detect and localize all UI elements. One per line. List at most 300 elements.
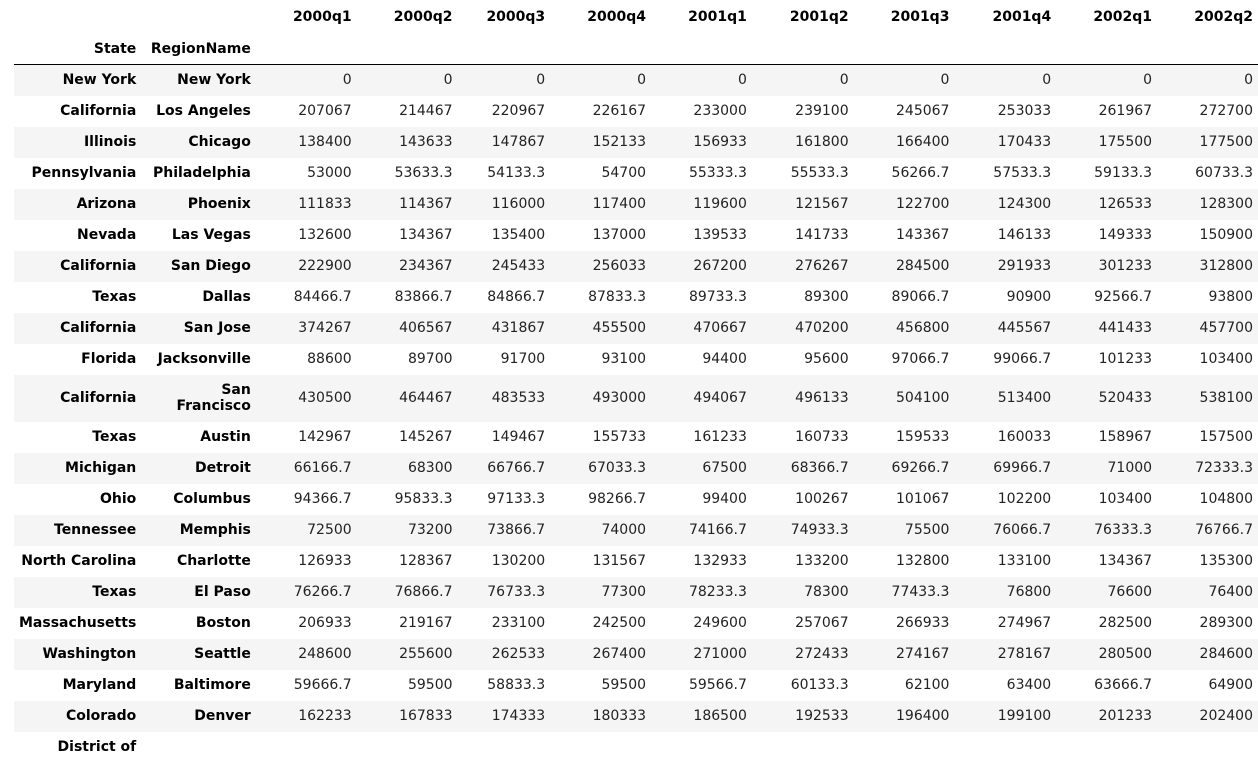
value-cell (752, 732, 854, 763)
value-cell: 161233 (693, 429, 747, 445)
table-row (14, 577, 1258, 608)
value-cell: 72333.3 (1195, 460, 1253, 476)
value-cell: 160733 (795, 429, 849, 445)
value-cell (954, 732, 1056, 763)
value-cell: 117400 (592, 196, 647, 212)
value-cell: 76866.7 (394, 584, 453, 600)
state-cell: New York (62, 72, 137, 89)
value-cell: 99066.7 (993, 351, 1052, 367)
value-cell: 267200 (693, 258, 747, 274)
value-cell: 160033 (997, 429, 1052, 445)
value-cell: 59500 (407, 677, 453, 693)
state-cell: Washington (42, 646, 137, 662)
column-header: 2000q4 (587, 9, 647, 25)
table-row (14, 639, 1258, 670)
value-cell: 207067 (298, 103, 352, 119)
value-cell: 457700 (1199, 320, 1253, 336)
value-cell: 69266.7 (891, 460, 950, 476)
value-cell: 464467 (399, 390, 453, 406)
value-cell: 54133.3 (487, 165, 546, 181)
dataframe-table (14, 0, 1258, 763)
value-cell: 301233 (1098, 258, 1153, 274)
value-cell: 59666.7 (293, 677, 352, 693)
blank-header-cell (141, 0, 256, 34)
value-cell: 192533 (795, 708, 849, 724)
value-cell: 131567 (592, 553, 647, 569)
value-cell: 233100 (491, 615, 546, 631)
index-header-state: State (93, 41, 137, 57)
value-cell (458, 732, 551, 763)
value-cell: 214467 (399, 103, 453, 119)
value-cell: 222900 (298, 258, 352, 274)
state-cell: Nevada (77, 227, 137, 243)
value-cell: 267400 (592, 646, 647, 662)
value-cell: 76266.7 (293, 584, 352, 600)
value-cell: 75500 (904, 522, 950, 538)
state-cell: North Carolina (21, 553, 137, 569)
value-cell: 276267 (795, 258, 849, 274)
value-cell: 374267 (298, 320, 352, 336)
value-cell: 255600 (399, 646, 453, 662)
value-cell: 0 (1042, 72, 1052, 89)
value-cell: 141733 (795, 227, 849, 243)
value-cell: 78300 (804, 584, 849, 600)
region-cell: Detroit (195, 460, 251, 476)
table-row (14, 158, 1258, 189)
value-cell: 128367 (399, 553, 453, 569)
table-row (14, 375, 1258, 422)
value-cell (256, 732, 357, 763)
value-cell: 76400 (1208, 584, 1253, 600)
value-cell: 119600 (693, 196, 747, 212)
value-cell: 63400 (1006, 677, 1052, 693)
state-cell: Arizona (76, 196, 137, 212)
value-cell: 76333.3 (1094, 522, 1153, 538)
value-cell: 91700 (500, 351, 546, 367)
region-cell: Denver (194, 708, 251, 724)
value-cell: 239100 (795, 103, 849, 119)
value-cell: 69966.7 (993, 460, 1052, 476)
value-cell: 135400 (491, 227, 546, 243)
value-cell (550, 732, 651, 763)
value-cell: 0 (342, 72, 352, 89)
value-cell: 55333.3 (688, 165, 747, 181)
value-cell: 138400 (298, 134, 352, 150)
value-cell: 87833.3 (588, 289, 647, 305)
value-cell: 111833 (298, 196, 352, 212)
column-header-row (14, 0, 1258, 34)
value-cell: 493000 (592, 390, 647, 406)
value-cell: 59133.3 (1094, 165, 1153, 181)
value-cell: 99400 (702, 491, 747, 507)
table-row (14, 189, 1258, 220)
value-cell: 84466.7 (293, 289, 352, 305)
value-cell: 53000 (307, 165, 352, 181)
table-row (14, 127, 1258, 158)
value-cell: 83866.7 (394, 289, 453, 305)
value-cell (854, 732, 955, 763)
blank-header-cell (256, 34, 1258, 65)
value-cell: 57533.3 (993, 165, 1052, 181)
region-cell: Chicago (188, 134, 251, 150)
value-cell: 130200 (491, 553, 546, 569)
value-cell: 104800 (1199, 491, 1253, 507)
value-cell: 95600 (804, 351, 849, 367)
region-cell: Columbus (173, 491, 251, 507)
region-cell: Memphis (179, 522, 251, 538)
value-cell: 206933 (298, 615, 352, 631)
region-cell: Austin (200, 429, 251, 445)
value-cell: 245067 (896, 103, 950, 119)
value-cell: 101233 (1098, 351, 1153, 367)
value-cell: 102200 (997, 491, 1052, 507)
value-cell: 233000 (693, 103, 747, 119)
value-cell: 53633.3 (394, 165, 453, 181)
value-cell: 445567 (997, 320, 1052, 336)
value-cell: 266933 (896, 615, 950, 631)
value-cell (651, 732, 752, 763)
region-cell: San Jose (183, 320, 251, 336)
value-cell: 431867 (491, 320, 546, 336)
column-header: 2001q3 (890, 9, 950, 25)
value-cell: 89066.7 (891, 289, 950, 305)
value-cell: 262533 (491, 646, 546, 662)
value-cell: 278167 (997, 646, 1052, 662)
value-cell: 101067 (896, 491, 950, 507)
value-cell: 0 (637, 72, 647, 89)
column-header: 2001q1 (688, 9, 747, 25)
state-cell: California (60, 390, 137, 406)
value-cell: 67033.3 (588, 460, 647, 476)
value-cell: 72500 (307, 522, 352, 538)
value-cell: 253033 (997, 103, 1052, 119)
value-cell: 406567 (399, 320, 453, 336)
value-cell: 159533 (896, 429, 950, 445)
value-cell: 430500 (298, 390, 352, 406)
value-cell: 58833.3 (487, 677, 546, 693)
value-cell: 95833.3 (394, 491, 453, 507)
value-cell: 54700 (601, 165, 647, 181)
value-cell: 146133 (997, 227, 1052, 243)
value-cell: 242500 (592, 615, 647, 631)
value-cell: 68300 (407, 460, 453, 476)
state-cell: Massachusetts (19, 615, 137, 631)
value-cell: 256033 (592, 258, 647, 274)
value-cell: 284500 (896, 258, 950, 274)
value-cell: 100267 (795, 491, 849, 507)
region-cell: Charlotte (176, 553, 251, 569)
value-cell: 312800 (1199, 258, 1253, 274)
value-cell: 56266.7 (891, 165, 950, 181)
state-cell: Tennessee (54, 522, 137, 538)
table-row (14, 546, 1258, 577)
region-cell: Las Vegas (171, 227, 251, 243)
value-cell: 158967 (1098, 429, 1153, 445)
value-cell: 98266.7 (588, 491, 647, 507)
state-cell: Texas (92, 289, 137, 305)
region-cell: Baltimore (173, 677, 251, 693)
state-cell: Florida (81, 351, 137, 367)
value-cell: 0 (1143, 72, 1153, 89)
value-cell: 114367 (399, 196, 453, 212)
index-header-region: RegionName (150, 41, 251, 57)
state-cell: Michigan (65, 460, 137, 476)
region-cell (141, 732, 256, 763)
table-row (14, 313, 1258, 344)
value-cell: 134367 (399, 227, 453, 243)
value-cell: 156933 (693, 134, 747, 150)
value-cell: 77433.3 (891, 584, 950, 600)
state-cell: Texas (92, 429, 137, 445)
value-cell: 132933 (693, 553, 747, 569)
value-cell: 170433 (997, 134, 1052, 150)
value-cell: 248600 (298, 646, 352, 662)
value-cell: 155733 (592, 429, 647, 445)
region-cell: Dallas (202, 289, 251, 305)
value-cell: 55533.3 (790, 165, 849, 181)
state-cell: California (60, 103, 137, 119)
value-cell: 152133 (592, 134, 647, 150)
value-cell: 186500 (693, 708, 747, 724)
value-cell: 126933 (298, 553, 352, 569)
value-cell: 89733.3 (688, 289, 747, 305)
value-cell: 180333 (592, 708, 647, 724)
value-cell (1056, 732, 1157, 763)
blank-header-cell (14, 0, 141, 34)
value-cell: 274967 (997, 615, 1052, 631)
value-cell: 274167 (896, 646, 950, 662)
value-cell: 62100 (904, 677, 950, 693)
column-header: 2001q4 (992, 9, 1052, 25)
table-row (14, 422, 1258, 453)
value-cell: 73866.7 (487, 522, 546, 538)
value-cell: 455500 (592, 320, 647, 336)
value-cell: 59500 (601, 677, 647, 693)
value-cell: 441433 (1098, 320, 1153, 336)
value-cell: 74166.7 (688, 522, 747, 538)
region-cell: Seattle (194, 646, 251, 662)
value-cell: 280500 (1098, 646, 1153, 662)
table-row (14, 282, 1258, 313)
region-cell: New York (177, 72, 251, 89)
value-cell: 137000 (592, 227, 647, 243)
table-row (14, 701, 1258, 732)
table-row (14, 65, 1258, 96)
value-cell: 90900 (1006, 289, 1052, 305)
value-cell: 133100 (997, 553, 1052, 569)
table-row (14, 608, 1258, 639)
value-cell: 470667 (693, 320, 747, 336)
value-cell: 150900 (1199, 227, 1253, 243)
value-cell: 257067 (795, 615, 849, 631)
column-header: 2002q1 (1093, 9, 1153, 25)
value-cell: 134367 (1098, 553, 1153, 569)
value-cell: 76800 (1006, 584, 1052, 600)
value-cell: 89300 (804, 289, 849, 305)
column-header: 2000q3 (486, 9, 546, 25)
value-cell: 76733.3 (487, 584, 546, 600)
value-cell (357, 732, 458, 763)
value-cell: 74933.3 (790, 522, 849, 538)
region-cell: Boston (195, 615, 251, 631)
value-cell: 142967 (298, 429, 352, 445)
value-cell: 199100 (997, 708, 1052, 724)
value-cell: 220967 (491, 103, 546, 119)
value-cell: 103400 (1098, 491, 1153, 507)
value-cell: 272700 (1199, 103, 1253, 119)
value-cell: 166400 (896, 134, 950, 150)
value-cell: 89700 (407, 351, 453, 367)
value-cell: 88600 (307, 351, 352, 367)
value-cell: 76766.7 (1195, 522, 1253, 538)
value-cell: 66766.7 (487, 460, 546, 476)
state-cell: Illinois (83, 134, 137, 150)
table-row (14, 344, 1258, 375)
value-cell: 132800 (896, 553, 950, 569)
value-cell: 0 (443, 72, 453, 89)
value-cell: 67500 (702, 460, 747, 476)
value-cell: 149333 (1098, 227, 1153, 243)
value-cell: 0 (839, 72, 849, 89)
state-cell: Ohio (99, 491, 137, 507)
state-cell: Colorado (65, 708, 137, 724)
state-cell: Pennsylvania (31, 165, 137, 181)
value-cell: 73200 (407, 522, 453, 538)
table-row (14, 453, 1258, 484)
region-cell: San Diego (170, 258, 251, 274)
value-cell: 226167 (592, 103, 647, 119)
value-cell: 126533 (1098, 196, 1153, 212)
value-cell: 139533 (693, 227, 747, 243)
value-cell: 157500 (1199, 429, 1253, 445)
value-cell: 219167 (399, 615, 453, 631)
value-cell: 122700 (896, 196, 950, 212)
value-cell: 149467 (491, 429, 546, 445)
value-cell: 271000 (693, 646, 747, 662)
value-cell: 64900 (1208, 677, 1253, 693)
value-cell: 202400 (1199, 708, 1253, 724)
region-cell: El Paso (194, 584, 251, 600)
table-row (14, 96, 1258, 127)
value-cell: 289300 (1199, 615, 1253, 631)
value-cell: 0 (536, 72, 546, 89)
value-cell: 66166.7 (293, 460, 352, 476)
value-cell: 78233.3 (688, 584, 747, 600)
table-row (14, 732, 1258, 763)
value-cell: 291933 (997, 258, 1052, 274)
column-header: 2002q2 (1194, 9, 1253, 25)
value-cell: 94400 (702, 351, 747, 367)
value-cell: 121567 (795, 196, 849, 212)
value-cell: 261967 (1098, 103, 1153, 119)
value-cell: 93100 (601, 351, 647, 367)
value-cell: 282500 (1098, 615, 1153, 631)
region-cell: Los Angeles (156, 103, 251, 119)
value-cell: 97133.3 (487, 491, 546, 507)
value-cell: 60133.3 (790, 677, 849, 693)
value-cell: 147867 (491, 134, 546, 150)
state-cell: District of (57, 739, 137, 755)
value-cell: 504100 (896, 390, 950, 406)
region-cell: San Francisco (176, 382, 251, 414)
table-body (14, 65, 1258, 763)
value-cell: 456800 (896, 320, 950, 336)
value-cell: 272433 (795, 646, 849, 662)
value-cell: 116000 (491, 196, 546, 212)
value-cell: 483533 (491, 390, 546, 406)
state-cell: Maryland (62, 677, 137, 693)
value-cell: 177500 (1199, 134, 1253, 150)
value-cell: 135300 (1199, 553, 1253, 569)
value-cell: 94366.7 (293, 491, 352, 507)
index-header-row (14, 34, 1258, 65)
value-cell: 162233 (298, 708, 352, 724)
table-row (14, 670, 1258, 701)
table-row (14, 484, 1258, 515)
value-cell: 60733.3 (1195, 165, 1253, 181)
value-cell: 201233 (1098, 708, 1153, 724)
value-cell: 513400 (997, 390, 1052, 406)
value-cell: 93800 (1208, 289, 1253, 305)
value-cell: 63666.7 (1094, 677, 1153, 693)
value-cell: 0 (940, 72, 950, 89)
region-cell: Jacksonville (157, 351, 251, 367)
value-cell: 77300 (601, 584, 647, 600)
value-cell: 97066.7 (891, 351, 950, 367)
value-cell: 245433 (491, 258, 546, 274)
value-cell: 234367 (399, 258, 453, 274)
state-cell: Texas (92, 584, 137, 600)
value-cell: 143633 (399, 134, 453, 150)
value-cell: 0 (1244, 72, 1253, 89)
value-cell: 59566.7 (688, 677, 747, 693)
value-cell (1157, 732, 1258, 763)
table-row (14, 251, 1258, 282)
value-cell: 196400 (896, 708, 950, 724)
column-header: 2000q2 (393, 9, 453, 25)
state-cell: California (60, 258, 137, 274)
value-cell: 71000 (1107, 460, 1153, 476)
value-cell: 84866.7 (487, 289, 546, 305)
value-cell: 68366.7 (790, 460, 849, 476)
value-cell: 76600 (1107, 584, 1153, 600)
column-header: 2000q1 (292, 9, 352, 25)
region-cell: Phoenix (187, 196, 251, 212)
value-cell: 494067 (693, 390, 747, 406)
value-cell: 167833 (399, 708, 453, 724)
value-cell: 538100 (1199, 390, 1253, 406)
value-cell: 520433 (1098, 390, 1153, 406)
table-row (14, 515, 1258, 546)
value-cell: 174333 (491, 708, 546, 724)
value-cell: 143367 (896, 227, 950, 243)
value-cell: 128300 (1199, 196, 1253, 212)
dataframe-output (14, 0, 1258, 755)
value-cell: 175500 (1098, 134, 1153, 150)
value-cell: 249600 (693, 615, 747, 631)
value-cell: 133200 (795, 553, 849, 569)
table-row (14, 220, 1258, 251)
value-cell: 470200 (795, 320, 849, 336)
value-cell: 103400 (1199, 351, 1253, 367)
value-cell: 92566.7 (1094, 289, 1153, 305)
value-cell: 76066.7 (993, 522, 1052, 538)
column-header: 2001q2 (789, 9, 849, 25)
state-cell: California (60, 320, 137, 336)
value-cell: 0 (737, 72, 747, 89)
region-cell: Philadelphia (153, 165, 251, 181)
value-cell: 74000 (601, 522, 647, 538)
